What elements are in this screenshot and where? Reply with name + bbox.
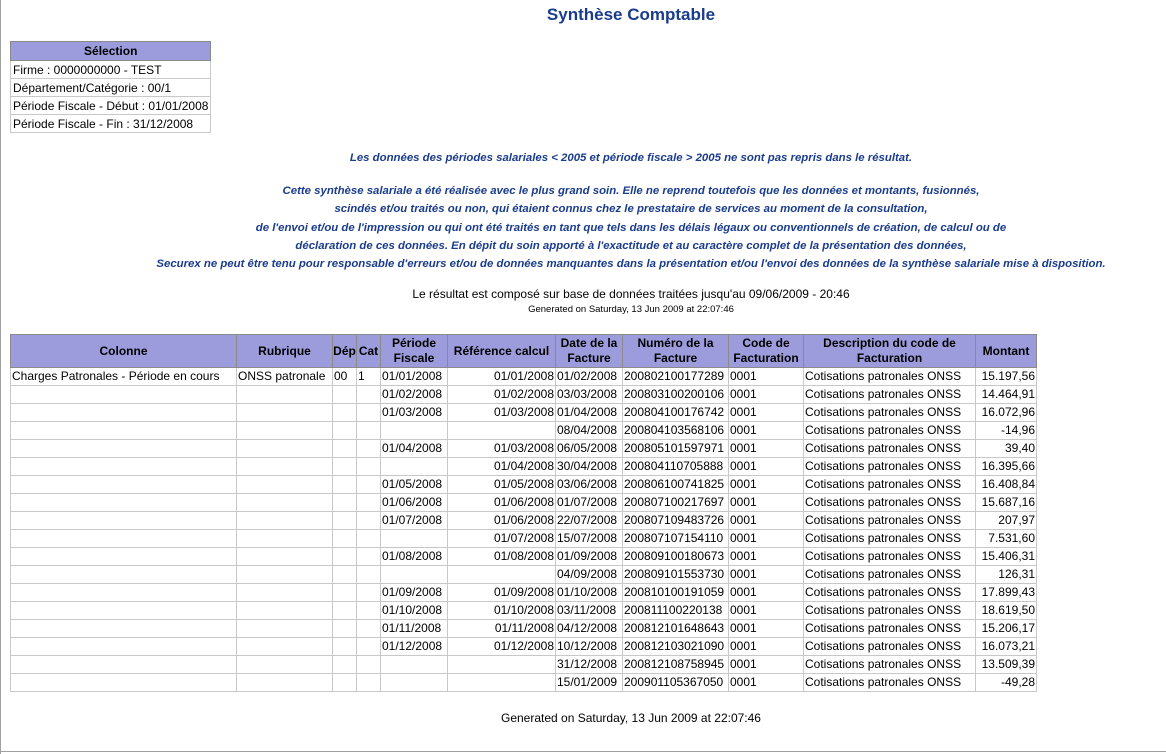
cell-colonne	[11, 476, 237, 494]
cell-cat	[357, 476, 381, 494]
cell-cat	[357, 566, 381, 584]
cell-date-facture: 01/10/2008	[556, 584, 623, 602]
cell-montant: 16.073,21	[976, 638, 1037, 656]
cell-colonne	[11, 386, 237, 404]
cell-rubrique	[237, 440, 333, 458]
cell-description: Cotisations patronales ONSS	[804, 638, 976, 656]
cell-periode-fiscale: 01/03/2008	[381, 404, 448, 422]
cell-colonne	[11, 530, 237, 548]
table-row	[11, 656, 1037, 674]
cell-periode-fiscale	[381, 458, 448, 476]
cell-reference-calcul: 01/06/2008	[448, 494, 556, 512]
cell-reference-calcul: 01/10/2008	[448, 602, 556, 620]
cell-numero-facture: 200807107154110	[623, 530, 729, 548]
cell-date-facture: 30/04/2008	[556, 458, 623, 476]
cell-description: Cotisations patronales ONSS	[804, 368, 976, 386]
cell-date-facture: 03/11/2008	[556, 602, 623, 620]
cell-colonne	[11, 566, 237, 584]
cell-numero-facture: 200901105367050	[623, 674, 729, 692]
cell-montant: 207,97	[976, 512, 1037, 530]
cell-cat	[357, 386, 381, 404]
cell-dep	[333, 656, 357, 674]
cell-rubrique: ONSS patronale	[237, 368, 333, 386]
cell-colonne	[11, 440, 237, 458]
cell-montant: 15.197,56	[976, 368, 1037, 386]
page-title: Synthèse Comptable	[546, 5, 716, 24]
cell-description: Cotisations patronales ONSS	[804, 674, 976, 692]
cell-rubrique	[237, 566, 333, 584]
cell-description: Cotisations patronales ONSS	[804, 440, 976, 458]
cell-dep	[333, 674, 357, 692]
cell-reference-calcul: 01/05/2008	[448, 476, 556, 494]
cell-periode-fiscale: 01/12/2008	[381, 638, 448, 656]
cell-cat	[357, 422, 381, 440]
cell-montant: 15.687,16	[976, 494, 1037, 512]
cell-periode-fiscale: 01/02/2008	[381, 386, 448, 404]
table-row	[11, 458, 1037, 476]
disclaimer-line: déclaration de ces données. En dépit du soin apporté à l'exactitude et au caractère complet de la présentation des données,	[295, 239, 967, 252]
cell-reference-calcul: 01/04/2008	[448, 458, 556, 476]
cell-cat	[357, 620, 381, 638]
cell-code-facturation: 0001	[729, 422, 804, 440]
cell-periode-fiscale	[381, 566, 448, 584]
cell-reference-calcul	[448, 674, 556, 692]
cell-montant: 18.619,50	[976, 602, 1037, 620]
disclaimer-line: de l'envoi et/ou de l'impression ou qui ont été traités en tant que tels dans les délais légaux ou conventionnels de création, de calcul ou de	[255, 221, 1007, 234]
cell-reference-calcul: 01/03/2008	[448, 404, 556, 422]
cell-dep	[333, 404, 357, 422]
cell-numero-facture: 200809101553730	[623, 566, 729, 584]
selection-firm: Firme : 0000000000 - TEST	[11, 61, 211, 79]
table-row	[11, 638, 1037, 656]
cell-periode-fiscale	[381, 422, 448, 440]
notice-period-exclusion: Les données des périodes salariales < 2005 et période fiscale > 2005 ne sont pas repris dans le résultat.	[349, 152, 913, 164]
cell-numero-facture: 200802100177289	[623, 368, 729, 386]
cell-periode-fiscale: 01/01/2008	[381, 368, 448, 386]
col-header-periode-fiscale[interactable]: Période Fiscale	[381, 335, 448, 368]
cell-rubrique	[237, 548, 333, 566]
cell-dep	[333, 530, 357, 548]
col-header-reference-calcul[interactable]: Référence calcul	[448, 335, 556, 368]
cell-dep	[333, 458, 357, 476]
col-header-dep[interactable]: Dép	[333, 335, 357, 368]
cell-dep	[333, 620, 357, 638]
cell-code-facturation: 0001	[729, 530, 804, 548]
cell-colonne	[11, 512, 237, 530]
cell-dep	[333, 548, 357, 566]
cell-numero-facture: 200812103021090	[623, 638, 729, 656]
cell-cat	[357, 458, 381, 476]
cell-periode-fiscale: 01/09/2008	[381, 584, 448, 602]
cell-dep	[333, 422, 357, 440]
cell-cat	[357, 602, 381, 620]
cell-montant: 39,40	[976, 440, 1037, 458]
cell-reference-calcul: 01/06/2008	[448, 512, 556, 530]
cell-cat	[357, 494, 381, 512]
cell-numero-facture: 200803100200106	[623, 386, 729, 404]
cell-code-facturation: 0001	[729, 404, 804, 422]
table-row	[11, 494, 1037, 512]
cell-montant: 16.395,66	[976, 458, 1037, 476]
cell-colonne	[11, 548, 237, 566]
cell-date-facture: 03/03/2008	[556, 386, 623, 404]
table-body	[11, 368, 1037, 692]
cell-montant: 7.531,60	[976, 530, 1037, 548]
cell-montant: 14.464,91	[976, 386, 1037, 404]
cell-periode-fiscale	[381, 656, 448, 674]
col-header-cat[interactable]: Cat	[357, 335, 381, 368]
cell-code-facturation: 0001	[729, 368, 804, 386]
cell-colonne	[11, 656, 237, 674]
table-row	[11, 476, 1037, 494]
cell-dep	[333, 386, 357, 404]
cell-date-facture: 31/12/2008	[556, 656, 623, 674]
cell-rubrique	[237, 584, 333, 602]
cell-periode-fiscale: 01/11/2008	[381, 620, 448, 638]
window-left-border	[0, 0, 1, 754]
cell-code-facturation: 0001	[729, 458, 804, 476]
cell-date-facture: 04/09/2008	[556, 566, 623, 584]
cell-description: Cotisations patronales ONSS	[804, 584, 976, 602]
cell-rubrique	[237, 674, 333, 692]
cell-description: Cotisations patronales ONSS	[804, 494, 976, 512]
cell-numero-facture: 200812108758945	[623, 656, 729, 674]
cell-cat	[357, 440, 381, 458]
cell-numero-facture: 200810100191059	[623, 584, 729, 602]
col-header-description[interactable]: Description du code de Facturation	[804, 335, 976, 368]
cell-montant: -49,28	[976, 674, 1037, 692]
cell-rubrique	[237, 656, 333, 674]
cell-periode-fiscale: 01/06/2008	[381, 494, 448, 512]
cell-cat	[357, 530, 381, 548]
selection-period-start: Période Fiscale - Début : 01/01/2008	[11, 97, 211, 115]
cell-dep	[333, 440, 357, 458]
cell-description: Cotisations patronales ONSS	[804, 566, 976, 584]
cell-date-facture: 22/07/2008	[556, 512, 623, 530]
cell-colonne	[11, 638, 237, 656]
cell-colonne: Charges Patronales - Période en cours	[11, 368, 237, 386]
generated-timestamp-bottom: Generated on Saturday, 13 Jun 2009 at 22:07:46	[501, 711, 761, 725]
cell-colonne	[11, 602, 237, 620]
cell-rubrique	[237, 620, 333, 638]
cell-cat: 1	[357, 368, 381, 386]
cell-code-facturation: 0001	[729, 548, 804, 566]
cell-reference-calcul: 01/07/2008	[448, 530, 556, 548]
cell-rubrique	[237, 458, 333, 476]
cell-reference-calcul: 01/12/2008	[448, 638, 556, 656]
cell-numero-facture: 200805101597971	[623, 440, 729, 458]
cell-rubrique	[237, 530, 333, 548]
cell-reference-calcul: 01/03/2008	[448, 440, 556, 458]
cell-date-facture: 15/07/2008	[556, 530, 623, 548]
table-row	[11, 530, 1037, 548]
cell-dep	[333, 494, 357, 512]
cell-colonne	[11, 458, 237, 476]
cell-montant: -14,96	[976, 422, 1037, 440]
cell-reference-calcul	[448, 422, 556, 440]
cell-cat	[357, 656, 381, 674]
cell-code-facturation: 0001	[729, 656, 804, 674]
cell-date-facture: 03/06/2008	[556, 476, 623, 494]
col-header-rubrique[interactable]: Rubrique	[237, 335, 333, 368]
cell-dep	[333, 638, 357, 656]
cell-numero-facture: 200804110705888	[623, 458, 729, 476]
selection-header: Sélection	[11, 42, 211, 61]
cell-periode-fiscale: 01/04/2008	[381, 440, 448, 458]
cell-description: Cotisations patronales ONSS	[804, 620, 976, 638]
cell-colonne	[11, 494, 237, 512]
table-row	[11, 548, 1037, 566]
cell-reference-calcul: 01/08/2008	[448, 548, 556, 566]
cell-reference-calcul	[448, 656, 556, 674]
cell-description: Cotisations patronales ONSS	[804, 548, 976, 566]
cell-rubrique	[237, 386, 333, 404]
cell-reference-calcul: 01/01/2008	[448, 368, 556, 386]
disclaimer-block	[0, 182, 1166, 273]
cell-numero-facture: 200806100741825	[623, 476, 729, 494]
col-header-numero-facture[interactable]: Numéro de la Facture	[623, 335, 729, 368]
cell-cat	[357, 584, 381, 602]
table-header-row	[11, 335, 1037, 368]
cell-code-facturation: 0001	[729, 494, 804, 512]
cell-date-facture: 01/09/2008	[556, 548, 623, 566]
cell-cat	[357, 404, 381, 422]
cell-periode-fiscale: 01/07/2008	[381, 512, 448, 530]
cell-date-facture: 01/02/2008	[556, 368, 623, 386]
col-header-date-facture[interactable]: Date de la Facture	[556, 335, 623, 368]
table-row	[11, 440, 1037, 458]
cell-code-facturation: 0001	[729, 440, 804, 458]
cell-rubrique	[237, 494, 333, 512]
cell-colonne	[11, 620, 237, 638]
generated-timestamp-top: Generated on Saturday, 13 Jun 2009 at 22:07:46	[528, 304, 734, 315]
cell-reference-calcul: 01/02/2008	[448, 386, 556, 404]
cell-dep	[333, 584, 357, 602]
cell-code-facturation: 0001	[729, 638, 804, 656]
cell-periode-fiscale	[381, 530, 448, 548]
cell-description: Cotisations patronales ONSS	[804, 404, 976, 422]
cell-rubrique	[237, 638, 333, 656]
cell-periode-fiscale: 01/10/2008	[381, 602, 448, 620]
cell-numero-facture: 200807109483726	[623, 512, 729, 530]
cell-date-facture: 10/12/2008	[556, 638, 623, 656]
cell-description: Cotisations patronales ONSS	[804, 422, 976, 440]
col-header-montant[interactable]: Montant	[976, 335, 1037, 368]
cell-colonne	[11, 584, 237, 602]
cell-numero-facture: 200811100220138	[623, 602, 729, 620]
cell-dep	[333, 602, 357, 620]
table-row	[11, 674, 1037, 692]
cell-rubrique	[237, 602, 333, 620]
cell-reference-calcul: 01/09/2008	[448, 584, 556, 602]
cell-cat	[357, 512, 381, 530]
cell-cat	[357, 674, 381, 692]
cell-date-facture: 04/12/2008	[556, 620, 623, 638]
cell-dep	[333, 566, 357, 584]
result-basis-text: Le résultat est composé sur base de données traitées jusqu'au 09/06/2009 - 20:46	[412, 287, 850, 301]
cell-rubrique	[237, 476, 333, 494]
cell-date-facture: 06/05/2008	[556, 440, 623, 458]
cell-montant: 126,31	[976, 566, 1037, 584]
cell-description: Cotisations patronales ONSS	[804, 656, 976, 674]
cell-date-facture: 08/04/2008	[556, 422, 623, 440]
cell-reference-calcul: 01/11/2008	[448, 620, 556, 638]
cell-reference-calcul	[448, 566, 556, 584]
cell-code-facturation: 0001	[729, 620, 804, 638]
cell-description: Cotisations patronales ONSS	[804, 602, 976, 620]
cell-numero-facture: 200807100217697	[623, 494, 729, 512]
cell-rubrique	[237, 512, 333, 530]
cell-description: Cotisations patronales ONSS	[804, 530, 976, 548]
cell-date-facture: 01/04/2008	[556, 404, 623, 422]
cell-rubrique	[237, 404, 333, 422]
cell-rubrique	[237, 422, 333, 440]
cell-colonne	[11, 404, 237, 422]
cell-code-facturation: 0001	[729, 566, 804, 584]
cell-code-facturation: 0001	[729, 584, 804, 602]
table-row	[11, 386, 1037, 404]
cell-numero-facture: 200804103568106	[623, 422, 729, 440]
cell-cat	[357, 638, 381, 656]
table-row	[11, 512, 1037, 530]
cell-montant: 15.206,17	[976, 620, 1037, 638]
table-row	[11, 368, 1037, 386]
table-row	[11, 566, 1037, 584]
cell-code-facturation: 0001	[729, 674, 804, 692]
window-bottom-border	[0, 751, 1166, 752]
col-header-code-facturation[interactable]: Code de Facturation	[729, 335, 804, 368]
cell-cat	[357, 548, 381, 566]
cell-numero-facture: 200804100176742	[623, 404, 729, 422]
accounting-table	[10, 334, 1037, 692]
table-row	[11, 602, 1037, 620]
cell-montant: 15.406,31	[976, 548, 1037, 566]
table-row	[11, 620, 1037, 638]
cell-code-facturation: 0001	[729, 386, 804, 404]
cell-periode-fiscale: 01/05/2008	[381, 476, 448, 494]
cell-montant: 16.072,96	[976, 404, 1037, 422]
selection-department: Département/Catégorie : 00/1	[11, 79, 211, 97]
cell-description: Cotisations patronales ONSS	[804, 458, 976, 476]
cell-montant: 16.408,84	[976, 476, 1037, 494]
cell-description: Cotisations patronales ONSS	[804, 476, 976, 494]
disclaimer-line: Cette synthèse salariale a été réalisée avec le plus grand soin. Elle ne reprend toutefois que les données et montants, fusionnés,	[282, 185, 980, 197]
disclaimer-line: scindés et/ou traités ou non, qui étaient connus chez le prestataire de services au moment de la consultation,	[334, 203, 928, 216]
cell-periode-fiscale: 01/08/2008	[381, 548, 448, 566]
cell-date-facture: 01/07/2008	[556, 494, 623, 512]
cell-montant: 17.899,43	[976, 584, 1037, 602]
cell-dep	[333, 512, 357, 530]
cell-description: Cotisations patronales ONSS	[804, 512, 976, 530]
cell-periode-fiscale	[381, 674, 448, 692]
cell-date-facture: 15/01/2009	[556, 674, 623, 692]
cell-colonne	[11, 674, 237, 692]
cell-code-facturation: 0001	[729, 602, 804, 620]
cell-description: Cotisations patronales ONSS	[804, 386, 976, 404]
cell-colonne	[11, 422, 237, 440]
table-row	[11, 404, 1037, 422]
cell-numero-facture: 200809100180673	[623, 548, 729, 566]
cell-numero-facture: 200812101648643	[623, 620, 729, 638]
table-row	[11, 584, 1037, 602]
cell-dep	[333, 476, 357, 494]
selection-period-end: Période Fiscale - Fin : 31/12/2008	[11, 115, 211, 133]
cell-code-facturation: 0001	[729, 512, 804, 530]
selection-panel	[10, 41, 211, 133]
cell-dep: 00	[333, 368, 357, 386]
table-row	[11, 422, 1037, 440]
cell-montant: 13.509,39	[976, 656, 1037, 674]
col-header-colonne[interactable]: Colonne	[11, 335, 237, 368]
cell-code-facturation: 0001	[729, 476, 804, 494]
disclaimer-line: Securex ne peut être tenu pour responsable d'erreurs et/ou de données manquantes dans la présentation et/ou l'envoi des données de la synthèse salariale mise à disposition.	[156, 258, 1106, 271]
